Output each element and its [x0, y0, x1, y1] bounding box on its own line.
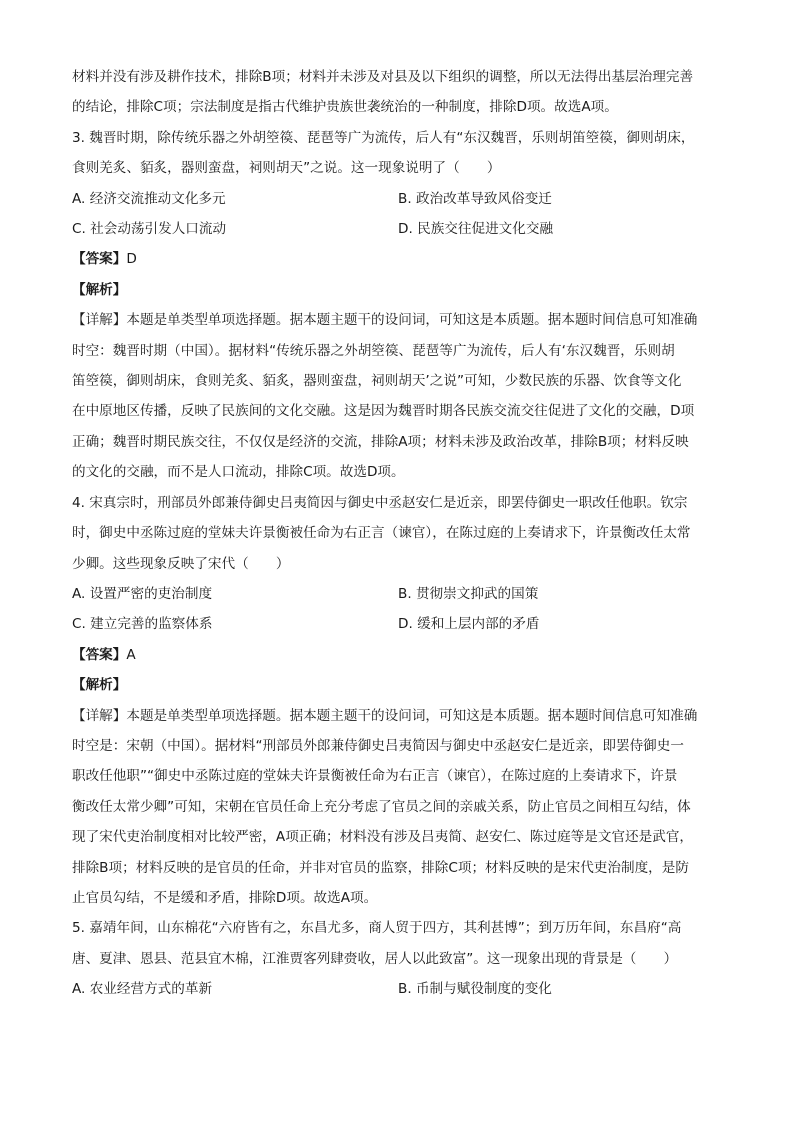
detail-line: 【详解】本题是单类型单项选择题。据本题主题干的设问词，可知这是本质题。据本题时间信息可知准确	[72, 312, 698, 329]
question-stem-line: 食则羌炙、貊炙，器则蛮盘，祠则胡天”之说。这一现象说明了（ ）	[72, 160, 501, 177]
analysis-label: 【解析】	[72, 281, 127, 298]
question-stem-line: 少卿。这些现象反映了宋代（ ）	[72, 555, 290, 572]
question-stem-line: 3. 魏晋时期，除传统乐器之外胡箜篌、琵琶等广为流传，后人有“东汉魏晋，乐则胡笛箜篌，御则胡床，	[72, 129, 695, 146]
detail-line: 正确；魏晋时期民族交往，不仅仅是经济的交流，排除A项；材料未涉及政治改革，排除B项；材料反映	[72, 433, 689, 450]
analysis-line	[72, 275, 722, 305]
analysis-line	[72, 670, 722, 700]
answer-value: D	[126, 251, 137, 268]
detail-line: 衡改任太常少卿”可知，宋朝在官员任命上充分考虑了官员之间的亲戚关系，防止官员之间相互勾结，体	[72, 798, 691, 815]
text-line: 的结论，排除C项；宗法制度是指古代维护贵族世袭统治的一种制度，排除D项。故选A项。	[72, 99, 618, 116]
option-c: C. 建立完善的监察体系	[72, 616, 213, 633]
detail-line: 时空是：宋朝（中国）。据材料“刑部员外郎兼侍御史吕夷简因与御史中丞赵安仁是近亲，即罢侍御史一	[72, 737, 684, 754]
answer-label: 【答案】	[72, 251, 127, 268]
option-d: D. 缓和上层内部的矛盾	[398, 616, 540, 633]
option-d: D. 民族交往促进文化交融	[398, 221, 554, 238]
text-line: 材料并没有涉及耕作技术，排除B项；材料并未涉及对县及以下组织的调整，所以无法得出基层治理完善	[72, 69, 694, 85]
answer-value: A	[126, 646, 136, 663]
detail-line: 时空：魏晋时期（中国）。据材料“传统乐器之外胡箜篌、琵琶等广为流传，后人有‘东汉魏晋，乐则胡	[72, 342, 675, 359]
detail-line: 职改任他职”“御史中丞陈过庭的堂妹夫许景衡被任命为右正言（谏官），在陈过庭的上奏请求下，许景	[72, 768, 678, 785]
question-5	[72, 913, 722, 1004]
answer-label: 【答案】	[72, 646, 127, 663]
detail-line: 【详解】本题是单类型单项选择题。据本题主题干的设问词，可知这是本质题。据本题时间信息可知准确	[72, 707, 698, 724]
option-c: C. 社会动荡引发人口流动	[72, 221, 227, 238]
detail-line: 的文化的交融，而不是人口流动，排除C项。故选D项。	[72, 464, 405, 481]
option-b: B. 贯彻崇文抑武的国策	[398, 585, 539, 602]
question-stem-line: 时，御史中丞陈过庭的堂妹夫许景衡被任命为右正言（谏官），在陈过庭的上奏请求下，许景衡改任太常	[72, 525, 691, 542]
question-3	[72, 123, 722, 488]
option-a: A. 设置严密的吏治制度	[72, 585, 213, 602]
answer-line	[72, 640, 722, 670]
detail-line: 现了宋代吏治制度相对比较严密，A项正确；材料没有涉及吕夷简、赵安仁、陈过庭等是文官还是武官，	[72, 829, 694, 846]
option-b: B. 政治改革导致风俗变迁	[398, 190, 552, 207]
detail-paragraph	[72, 305, 722, 487]
option-list	[72, 579, 722, 640]
question-stem-line: 4. 宋真宗时，刑部员外郎兼侍御史吕夷简因与御史中丞赵安仁是近亲，即罢侍御史一职改任他职。钦宗	[72, 494, 688, 511]
detail-paragraph	[72, 701, 722, 914]
question-stem-line: 5. 嘉靖年间，山东棉花“六府皆有之，东昌尤多，商人贸于四方，其利甚博”；到万历年间，东昌府“高	[72, 920, 682, 937]
question-4	[72, 488, 722, 914]
detail-line: 止官员勾结，不是缓和矛盾，排除D项。故选A项。	[72, 889, 378, 906]
detail-line: 在中原地区传播，反映了民族间的文化交融。这是因为魏晋时期各民族交流交往促进了文化的交融，D项	[72, 403, 695, 420]
option-list	[72, 974, 722, 1004]
intro-paragraph	[72, 62, 722, 123]
option-a: A. 经济交流推动文化多元	[72, 190, 226, 207]
option-a: A. 农业经营方式的革新	[72, 981, 213, 998]
detail-line: 排除B项；材料反映的是官员的任命，并非对官员的监察，排除C项；材料反映的是宋代吏治制度，是防	[72, 859, 689, 876]
option-list	[72, 184, 722, 245]
option-b: B. 币制与赋役制度的变化	[398, 981, 552, 998]
analysis-label: 【解析】	[72, 677, 127, 694]
question-stem-line: 唐、夏津、恩县、范县宜木棉，江淮贾客列肆赍收，居人以此致富”。这一现象出现的背景是（ ）	[72, 950, 678, 967]
detail-line: 笛箜篌，御则胡床，食则羌炙、貊炙，器则蛮盘，祠则胡天’之说”可知，少数民族的乐器、饮食等文化	[72, 373, 682, 390]
answer-line	[72, 244, 722, 274]
